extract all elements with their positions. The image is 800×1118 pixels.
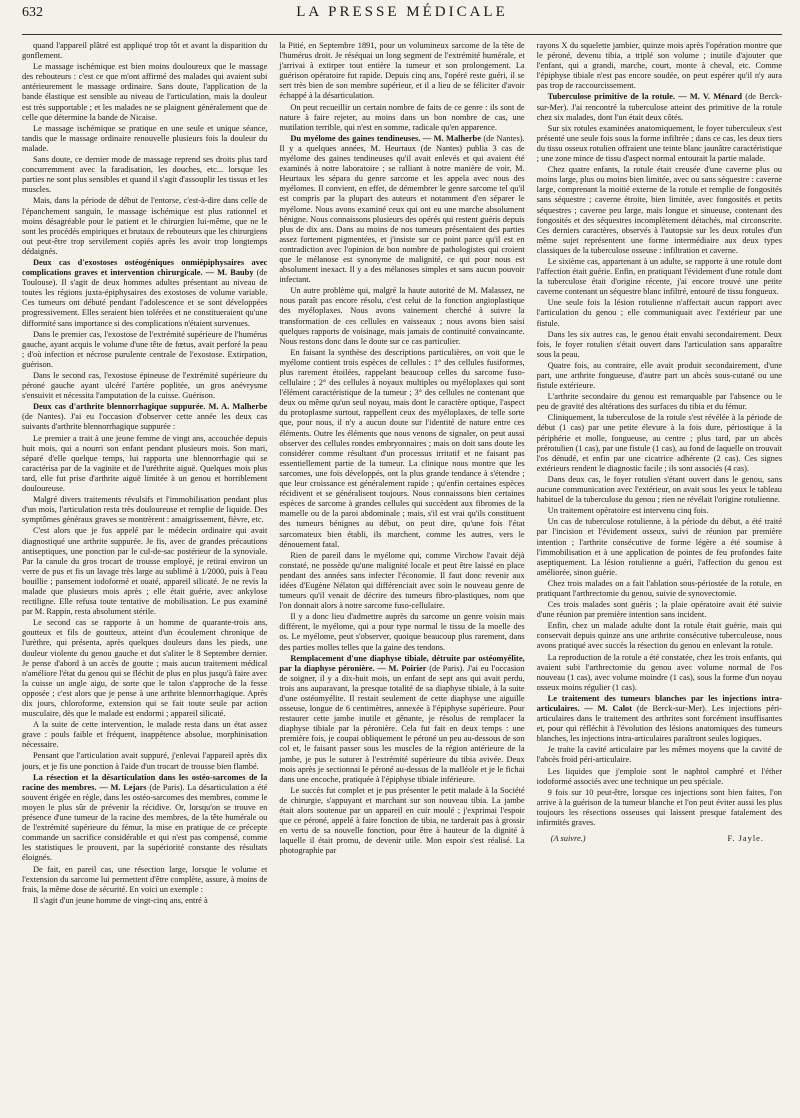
paragraph — [22, 402, 267, 432]
paragraph-text: (de Nantes). J'ai eu l'occasion d'observer cette année les deux cas suivants d'arthrite blennorrhagique suppurée : — [22, 412, 268, 432]
paragraph-text: (de Paris). La désarticulation a été souvent érigée en règle, dans les ostéo-sarcomes des membres, comme le moyen le plus sûr de prévenir la récidive. Or, lorsqu'on se trouve en présence d'une tumeur de la racine des membres, de la tête humérale ou de l'extrémité supérieure du fémur, la mise en pratique de ce précepte commande un sacrifice considérable et qui n'est pas compensé, comme les statistiques le prouvent, par la supériorité constante des résultats éloignés. — [22, 782, 268, 863]
paragraph-text: C'est alors que je fus appelé par le médecin ordinaire qui avait diagnostiqué une arthrite suppurée. Je fis, avec de grandes précautions antiseptiques, une ponction par le cul-de-sac postérieur de la synoviale. Par la canule du gros trocart de trousse employé, je retirai environ un verre de pus et fis un lavage très large au sublimé à 1/2000, puis à l'eau bouillie ; pansement iodoformé et ouaté, appareil silicaté. Je ne revis la malade que plusieurs mois après ; elle était guérie, avec ankylose rectiligne. Elle refusa toute tentative de mobilisation. Le pus examiné par M. Rappin, resta absolument stérile. — [22, 526, 268, 617]
paragraph — [22, 62, 267, 123]
paragraph — [537, 621, 782, 651]
paragraph — [22, 371, 267, 401]
paragraph-text: La reproduction de la rotule a été constatée, chez les trois enfants, qui avaient subi l'arthrectomie du genou avec volume normal de l'os nouveau (1 cas), avec volume moindre (1 cas), sous la forme d'un noyau osseux moins régulier (1 cas). — [536, 652, 782, 692]
section-heading: Remplacement d'une diaphyse tibiale, détruite par ostéomyélite, par la diaphyse péronière. — M. Poirier — [279, 653, 525, 673]
paragraph-text: De fait, en pareil cas, une résection large, lorsque le volume et l'extension du sarcome lui permettent d'être complète, assure, à moins de frais, la même dose de sécurité. En voici un exemple : — [22, 864, 268, 894]
paragraph — [537, 788, 782, 828]
columns — [22, 41, 782, 1111]
paragraph — [279, 41, 524, 102]
paragraph-text: (de Toulouse). Il s'agit de deux hommes adultes présentant au niveau de toutes les régions juxta-épiphysaires des exostoses de volume variable. Ces tumeurs ont débuté pendant l'adolescence et se sont développées progressivement. Elles seraient bien tolérées et ne constitueraient qu'une difformité sans importance si des complications n'étaient survenues. — [22, 268, 268, 328]
paragraph — [279, 786, 524, 857]
paragraph — [537, 92, 782, 122]
section-heading: Du myélome des gaines tendineuses. — M. Malherbe — [290, 133, 481, 143]
paragraph-text: Dans deux cas, le foyer rotulien s'étant ouvert dans le genou, sans aucune communication avec l'extérieur, on avait sous les yeux le tableau habituel de la tuberculose du genou ; rien ne révélait l'origine rotulienne. — [536, 474, 782, 505]
paragraph — [279, 134, 524, 285]
paragraph — [22, 865, 267, 895]
paragraph-text: Ces trois malades sont guéris ; la plaie opératoire avait été suivie d'une réunion par première intention sans incident. — [536, 600, 782, 620]
paragraph — [537, 579, 782, 599]
column-2 — [279, 41, 524, 1111]
paragraph — [537, 392, 782, 412]
paragraph — [537, 694, 782, 744]
paragraph-text: Un cas de tuberculose rotulienne, à la période du début, a été traité par l'incision et l'évidement osseux, suivi de réunion par première intention ; l'arthrite consécutive de forme légère a été soumise à l'immobilisation et à une application de pointes de feu profondes faite aseptiquement. La lésion rotulienne a guéri, l'affection du genou est améliorée, sinon guérie. — [536, 517, 782, 577]
paragraph-text: rayons X du squelette jambier, quinze mois après l'opération montre que le péroné, devenu tibia, a triplé son volume ; inutile d'ajouter que l'enfant, qui a grandi, marche, court, monte à cheval, etc. Comme l'épiphyse tibiale n'est pas encore soudée, on peut espérer qu'il n'y aura pas trop de raccourcissement. — [536, 41, 782, 91]
paragraph-text: Une seule fois la lésion rotulienne n'affectait aucun rapport avec l'articulation du genou ; elle communiquait avec l'extérieur par une fistule. — [536, 298, 782, 328]
paragraph — [537, 124, 782, 164]
paragraph — [537, 298, 782, 328]
paragraph — [22, 495, 267, 525]
paragraph-text: Le premier a trait à une jeune femme de vingt ans, accouchée depuis huit mois, qui a nourri son enfant pendant plusieurs mois. Son mari, séparé d'elle quelque temps, lui rapporta une blennorrhagie qui se caractérisa par de la vaginite et de l'uréthrite aiguë. Quelques mois plus tard, elle fut prise d'arthrite aiguë limitée à un genou et horriblement douloureuse. — [22, 433, 268, 494]
paragraph-text: Dans le second cas, l'exostose épineuse de l'extrémité supérieure du péroné gauche ayant ulcéré l'artère poplitée, un gros anévrysme s'ensuivit et nécessita l'amputation de la cuisse. Guérison. — [22, 371, 268, 401]
paragraph-text: En faisant la synthèse des descriptions particulières, on voit que le myélome contient trois espèces de cellules : 1° des cellules fusiformes, plus rarement étoilées, rappelant beaucoup celles du sarcome fuso-cellulaire ; 2° des cellules à noyaux multiples ou myéloplaxes qui sont l'élément caractéristique de la tumeur ; 3° des cellules ne contenant que deux ou même qu'un seul noyau, mais dont le caractère optique, l'aspect du protoplasme surtout, rappellent ceux des myéloplaxes, de telle sorte que, pour nous, il n'y a aucun doute sur l'identité de nature entre ces éléments. Outre les éléments que nous venons de signaler, on peut aussi observer des cellules rondes embryonnaires ; mais on doit sans doute les considérer comme résultant d'un processus irritatif et ne faisant pas essentiellement partie de la tumeur. La clinique nous montre que les sarcomes, une fois développés, ont la plus grande tendance à s'étendre ; que leur croissance est généralement rapide ; qu'enfin certaines espèces récidivent et se généralisent toujours. Nous connaissons bien certaines espèces de sarcome à grandes cellules qui succèdent aux fibromes de la mamelle ou de la paroi abdominale ; mais, s'il est vrai qu'ils constituent des tumeurs bénignes au début, on peut dire, qu'une fois l'état sarcomateux bien établi, ils marchent, comme les autres, vers le dénouement fatal. — [279, 347, 525, 549]
paragraph-text: 9 fois sur 10 peut-être, lorsque ces injections sont bien faites, l'on arrive à la guérison de la tumeur blanche et l'on peut éviter aussi les plus toujours les résections osseuses qui laissent presque fatalement des infirmités graves. — [536, 787, 782, 828]
paragraph — [22, 124, 267, 154]
paragraph-text: Rien de pareil dans le myélome qui, comme Virchow l'avait déjà constaté, ne possède qu'une malignité locale et peut être laissé en place pendant des années sans infecter l'économie. Il faut donc revenir aux idées d'Eugène Nélaton qui différenciait avec soin le nouveau genre de tumeurs qu'il venait de décrire des tumeurs fibro-plastiques, nom que l'on donnait alors à notre sarcome fuso-cellulaire. — [279, 550, 525, 611]
paragraph — [22, 196, 267, 257]
paragraph-text: Mais, dans la période de début de l'entorse, c'est-à-dire dans celle de l'épanchement sanguin, le massage ischémique est plus rationnel et moins désagréable pour le patient et le chirurgien lui-même, que ne le sont les procédés empiriques et brutaux de rebouteurs que les chirurgiens out peut-être trop servilement copiés après les avoir trop longtemps dédaignés. — [22, 196, 268, 256]
page-header — [22, 0, 782, 35]
paragraph — [22, 618, 267, 719]
paragraph-text: Dans les six autres cas, le genou était envahi secondairement. Deux fois, le foyer rotulien s'était ouvert dans l'articulation sans apparaître sous la peau. — [536, 329, 782, 359]
column-3 — [537, 41, 782, 1111]
paragraph-text: Dans le premier cas, l'exostose de l'extrémité supérieure de l'humérus gauche, ayant acquis le volume d'une tête de fœtus, avait perforé la peau ; d'où infection et nécrose purulente centrale de l'exostose. Extirpation, guérison. — [22, 329, 268, 369]
paragraph-text: Il y a donc lieu d'admettre auprès du sarcome un genre voisin mais différent, le myélome, qui a pour type normal le tissu de la moelle des os. Le myélome, peut s'observer, quoique beaucoup plus rarement, dans des parties molles telles que la gaine des tendons. — [279, 612, 525, 652]
paragraph — [22, 896, 267, 906]
paragraph — [537, 517, 782, 578]
paragraph — [22, 258, 267, 329]
paragraph-text: Pensant que l'articulation avait suppuré, j'enlevai l'appareil après dix jours, et je fis une ponction à l'aide d'un trocart de trousse bien flambé. — [22, 751, 268, 771]
paragraph-text: Le massage ischémique est bien moins douloureux que le massage des rebouteurs : c'est ce que m'ont affirmé des malades qui avaient subi antérieurement le massage ordinaire. Sans doute, l'application de la bande élastique est sensible au niveau de l'articulation, mais la douleur est très supportable ; et les malades ne se plaignent généralement que de celle que détermine la bande de Nicaise. — [22, 62, 268, 122]
paragraph — [537, 653, 782, 693]
paragraph — [22, 751, 267, 771]
paragraph-text: la Pitié, en Septembre 1891, pour un volumineux sarcome de la tête de l'humérus droit. Je réséquai un long segment de l'extrémité humérale, et j'arrivai à extirper tout entière la tumeur et son prolongement. La guérison opératoire fut rapide. Depuis cinq ans, l'opéré reste guéri, il se sert très bien de son membre supérieur, et il a lieu de se féliciter d'avoir échappé à la désarticulation. — [279, 41, 525, 101]
paragraph — [279, 286, 524, 347]
paragraph-text: Le succès fut complet et je pus présenter le petit malade à la Société de chirurgie, s'appuyant et marchant sur son nouveau tibia. La jambe était alors soutenue par un appareil en cuir moulé ; j'exprimai l'espoir que ce péroné, appelé à faire fonction de tibia, ne tarderait pas à grossir en vertu de sa nouvelle fonction, pour être à hauteur de la dignité à laquelle il était promu, de devenir utile. Mon espoir s'est réalisé. La photographie par — [279, 785, 525, 856]
page-number: 632 — [22, 5, 43, 20]
paragraph — [22, 434, 267, 495]
paragraph — [279, 551, 524, 612]
paragraph — [22, 773, 267, 864]
paragraph-text: Enfin, chez un malade adulte dont la rotule était guérie, mais qui conservait depuis quinze ans une arthrite consécutive tuberculeuse, nous avons pratiqué avec succès la résection du genou en enlevant la rotule. — [536, 621, 782, 651]
signature-line — [537, 834, 782, 844]
paragraph-text: (de Berck-sur-Mer). Les injections péri-articulaires dans le traitement des arthrites sont forcément insuffisantes et, pour qui réfléchit à l'évolution des lésions anatomiques des tumeurs blanches, les injections intra-articulaires paraîtront seules logiques. — [536, 704, 782, 744]
journal-title: LA PRESSE MÉDICALE — [296, 4, 508, 20]
paragraph-text: Cliniquement, la tuberculose de la rotule s'est révélée à la période de début (1 cas) par une petite élevure à la fois dure, périostique à la périphérie et molle, fongueuse, au centre ; plus tard, par un abcès prérotulien (1 cas), par une fistule (1 cas), au fond de laquelle on trouvait l'os dénudé, et enfin par une cicatrice adhérente (2 cas). Ces signes extérieurs rendent le diagnostic facile ; ils sont associés (4 cas). — [536, 413, 782, 473]
paragraph — [22, 41, 267, 61]
paragraph — [537, 745, 782, 765]
paragraph-text: Je traite la cavité articulaire par les mêmes moyens que la cavité de l'abcès froid péri-articulaire. — [536, 745, 782, 765]
paragraph-text: quand l'appareil plâtré est appliqué trop tôt et avant la disparition du gonflement. — [22, 41, 268, 61]
paragraph-text: Le massage ischémique se pratique en une seule et unique séance, tandis que le massage ordinaire renouvelle plusieurs fois la douleur du malade. — [22, 123, 268, 153]
paragraph — [537, 506, 782, 516]
paragraph — [22, 155, 267, 195]
paragraph — [22, 330, 267, 370]
paragraph-text: Il s'agit d'un jeune homme de vingt-cinq ans, entré à — [33, 895, 208, 905]
section-heading: Tuberculose primitive de la rotule. — M. V. Ménard — [547, 92, 743, 102]
paragraph-text: Un traitement opératoire est intervenu cinq fois. — [547, 506, 709, 516]
to-be-continued: (A suivre.) — [550, 834, 586, 844]
section-heading: Deux cas d'exostoses ostéogéniques onmiépiphysaires avec complications graves et intervention chirurgicale. — M. Bauby — [22, 257, 268, 278]
paragraph-text: (de Paris). J'ai eu l'occasion de soigner, il y a dix-huit mois, un enfant de sept ans qui avait perdu, trois ans auparavant, la presque totalité de sa diaphyse tibiale, à la suite d'une ostéomyélite. Il restait seulement de cette diaphyse une aiguille osseuse, longue de 6 centimètres, annexée à l'épiphyse supérieure. Pour restaurer cette jambe inutile et gênante, je résolus de remplacer la diaphyse tibiale par la péronière. Cela fut fait en deux temps : une première fois, je coupai obliquement le péroné un peu au-dessous de son col et, le faisant passer sous les muscles de la région antérieure de la jambe, je pus le suturer à l'extrémité supérieure du tibia avivée. Deux mois après je sectionnai le péroné au-dessus de la malléole et je le fichai dans une encoche, pratiquée à l'épiphyse tibiale inférieure. — [279, 663, 525, 784]
column-1 — [22, 41, 267, 1111]
paragraph-text: (de Berck-sur-Mer). J'ai rencontré la tuberculose atteint des primitive de la rotule chez six malades, dont l'un était deux côtés. — [536, 92, 782, 122]
section-heading: Le traitement des tumeurs blanches par les injections intra-articulaires. — M. Calot — [536, 693, 782, 713]
paragraph-text: On peut recueillir un certain nombre de faits de ce genre : ils sont de nature à faire rejeter, au moins dans un bon nombre de cas, une mutilation terrible, qui n'est en somme, radicale qu'en apparence. — [279, 102, 525, 132]
paragraph-text: Le second cas se rapporte à un homme de quarante-trois ans, goutteux et fils de goutteux, atteint d'un écoulement chronique de l'urèthre, qui présenta, après quelques douleurs dans les pieds, une douleur violente du genou gauche et dut s'aliter le 8 Septembre dernier. Je pense d'abord à un accès de goutte ; mais aucun traitement médical n'améliore l'état du genou qui se fléchit de plus en plus jusqu'à faire avec la cuisse un angle aigu, de sorte que le talon s'approche de la fesse opposée ; c'est alors que je pense à une arthrite blennorrhagique. Après dix jours, chloroforme, extension qui se fait toute seule par action musculaire, dès que le malade est endormi ; appareil silicaté. — [22, 618, 268, 719]
paragraph-text: Un autre problème qui, malgré la haute autorité de M. Malassez, ne nous paraît pas encore résolu, c'est celui de la fonction angioplastique des myéloplaxes. Nous avons vainement cherché à suivre la transformation de ces cellules en vaisseaux ; nous avons bien saisi quelques rapports de voisinage, mais jamais de continuité convaincante. Nous restons donc dans le doute sur ce cas particulier. — [279, 286, 525, 346]
paragraph — [537, 330, 782, 360]
paragraph-text: Chez trois malades on a fait l'ablation sous-périostée de la rotule, en pratiquant l'arthrectomie du genou, suivie de synovectomie. — [536, 578, 782, 598]
author-signature: F. Jayle. — [727, 834, 764, 844]
section-heading: Deux cas d'arthrite blennorrhagique suppurée. M. A. Malherbe — [33, 402, 268, 412]
paragraph — [537, 413, 782, 474]
paragraph — [537, 600, 782, 620]
paragraph-text: Malgré divers traitements révulsifs et l'immobilisation pendant plus d'un mois, l'articulation resta très douloureuse et remplie de liquide. Des symptômes généraux graves se montrèrent : amaigrissement, fièvre, etc. — [22, 495, 268, 525]
paragraph — [279, 103, 524, 133]
paragraph — [279, 654, 524, 785]
paragraph — [537, 767, 782, 787]
section-heading: La résection et la désarticulation dans les ostéo-sarcomes de la racine des membres. — M. Lejars — [22, 772, 268, 792]
paragraph — [537, 257, 782, 297]
paragraph — [22, 720, 267, 750]
paragraph — [537, 361, 782, 391]
paragraph-text: Sans doute, ce dernier mode de massage reprend ses droits plus tard concurremment avec la faradisation, les douches, etc... lorsque les parties ne sont plus sensibles et quand il s'agit d'assouplir les tissus et les muscles. — [22, 155, 268, 195]
paragraph-text: Le sixième cas, appartenant à un adulte, se rapporte à une rotule dont l'affection était guérie. Enfin, en pratiquant l'évidement d'une rotule dont la tuberculose était d'origine récente, j'ai encore trouvé une petite caverne contenant un séquestre blanc infiltré, entouré de tissu fongueux. — [536, 256, 782, 297]
paragraph — [279, 348, 524, 550]
paragraph-text: Sur six rotules examinées anatomiquement, le foyer tuberculeux s'est présenté une seule fois sous la forme infiltrée ; dans ce cas, les deux tiers du tissu osseux rotulien offraient une teinte blanc jaunâtre caractéristique ; une zone mince de tissu d'aspect normal entourait la partie malade. — [536, 123, 782, 164]
paragraph — [22, 526, 267, 617]
paragraph-text: A la suite de cette intervention, le malade resta dans un état assez grave : pouls faible et fréquent, inappétence absolue, morphinisation nécessaire. — [22, 720, 268, 750]
paragraph-text: L'arthrite secondaire du genou est remarquable par l'absence ou le peu de gravité des altérations des surfaces du tibia et du fémur. — [536, 392, 782, 412]
paragraph — [537, 165, 782, 256]
paragraph — [279, 612, 524, 652]
paragraph-text: Les liquides que j'emploie sont le naphtol camphré et l'éther iodoformé associés avec une technique un peu spéciale. — [536, 766, 782, 786]
paragraph-text: Chez quatre enfants, la rotule était creusée d'une caverne plus ou moins large, plus ou moins bien limitée, avec ou sans séquestre : caverne large, comprenant la moitié externe de la rotule et remplie de fongosités sans séquestre ; caverne étroite, bien limitée, avec fongosités et petits séquestres ; caverne peu large, mais longue et sinueuse, contenant des fongosités et des séquestres incomplètement détachés, mal circonscrite. Ces derniers caractères, observés à l'autopsie sur les deux rotules d'un même sujet représentent une forme intermédiaire aux deux types classiques de la tuberculose osseuse : infiltration et caverne. — [536, 165, 782, 255]
paragraph — [537, 475, 782, 505]
paragraph — [537, 41, 782, 91]
paragraph-text: Quatre fois, au contraire, elle avait produit secondairement, d'une part, une arthrite fongueuse, d'autre part un abcès sous-cutané ou une fistule extérieure. — [536, 360, 782, 391]
paragraph-text: (de Nantes). Il y a quelques années, M. Heurtaux (de Nantes) publia 3 cas de myélome des gaines tendineuses qu'il avait enlevés et qui avaient été examinés à notre laboratoire ; se ralliant à notre manière de voir, M. Heurtaux les sépara du genre sarcome et les appela avec nous des myélomes. Il convient, en effet, de démembrer le genre sarcome tel qu'il est compris par la plupart des auteurs et notamment d'en séparer le myélome. Nous avons examiné ceux qui ont eu une marche absolument bénigne. Nous connaissons plusieurs des opérés qui restent guéris depuis plus de dix ans. Dans au moins de nos tumeurs présentaient des parties assez fortement pigmentées, et j'insiste sur ce point parce qu'il est en contradiction avec l'opinion de bon nombre de pathologistes qui croient que le mélanose est synonyme de malignité, ce qui pour nous est absolument inexact. Il y a des mélanoses simples et sans aucun pouvoir infectant. — [279, 133, 525, 285]
